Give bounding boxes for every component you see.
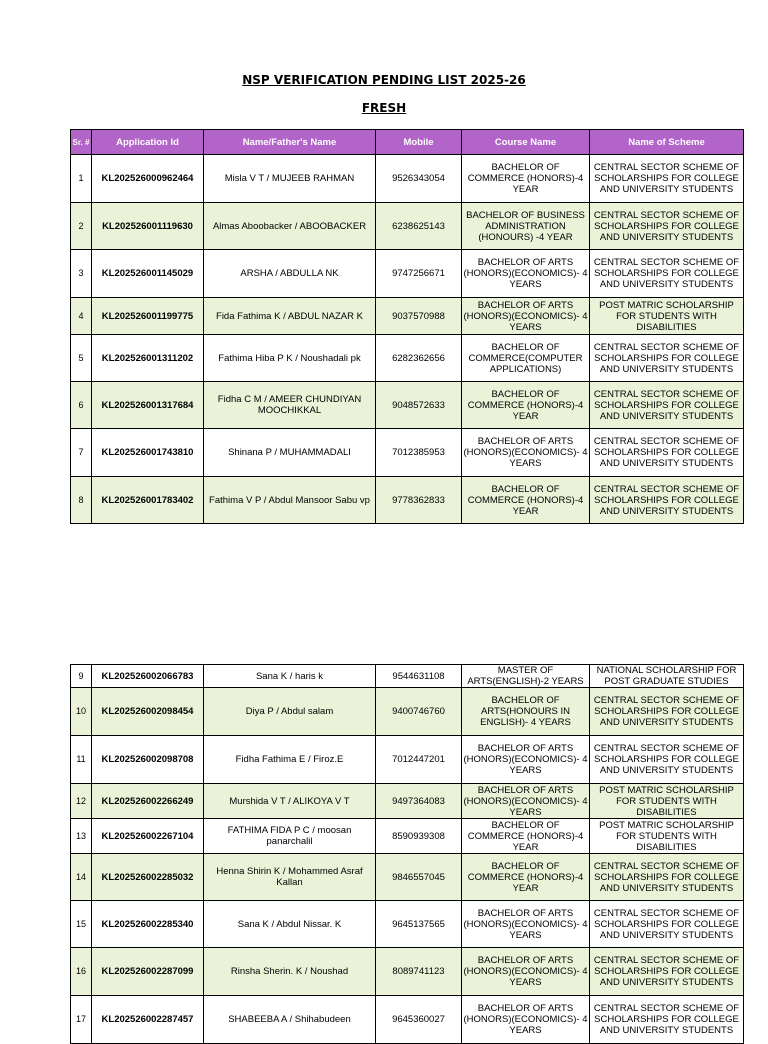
row-application-id: KL202526002066783	[92, 665, 204, 688]
row-name: Misla V T / MUJEEB RAHMAN	[204, 155, 376, 203]
row-scheme-name: CENTRAL SECTOR SCHEME OF SCHOLARSHIPS FOR COLLEGE AND UNIVERSITY STUDENTS	[590, 203, 744, 250]
row-course-name: BACHELOR OF COMMERCE (HONORS)-4 YEAR	[462, 477, 590, 524]
row-course-name: MASTER OF ARTS(ENGLISH)-2 YEARS	[462, 665, 590, 688]
row-scheme-name: CENTRAL SECTOR SCHEME OF SCHOLARSHIPS FOR COLLEGE AND UNIVERSITY STUDENTS	[590, 335, 744, 382]
row-application-id: KL202526002266249	[92, 784, 204, 819]
row-course-name: BACHELOR OF ARTS (HONORS)(ECONOMICS)- 4 YEARS	[462, 250, 590, 298]
row-sr-number: 6	[71, 382, 92, 429]
row-name: Shinana P / MUHAMMADALI	[204, 429, 376, 477]
pending-list-table-page2	[70, 664, 744, 1044]
row-application-id: KL202526002098708	[92, 736, 204, 784]
row-application-id: KL202526002098454	[92, 688, 204, 736]
row-scheme-name: POST MATRIC SCHOLARSHIP FOR STUDENTS WITH DISABILITIES	[590, 784, 744, 819]
row-sr-number: 12	[71, 784, 92, 819]
row-mobile: 9544631108	[376, 665, 462, 688]
row-sr-number: 2	[71, 203, 92, 250]
row-course-name: BACHELOR OF COMMERCE (HONORS)-4 YEAR	[462, 819, 590, 854]
row-mobile: 9497364083	[376, 784, 462, 819]
row-application-id: KL202526000962464	[92, 155, 204, 203]
header-scheme: Name of Scheme	[590, 130, 744, 155]
row-mobile: 9400746760	[376, 688, 462, 736]
row-sr-number: 4	[71, 298, 92, 335]
row-application-id: KL202526001743810	[92, 429, 204, 477]
row-scheme-name: POST MATRIC SCHOLARSHIP FOR STUDENTS WITH DISABILITIES	[590, 298, 744, 335]
table-row	[71, 736, 744, 784]
row-name: Henna Shirin K / Mohammed Asraf Kallan	[204, 854, 376, 901]
table-row	[71, 155, 744, 203]
row-scheme-name: NATIONAL SCHOLARSHIP FOR POST GRADUATE STUDIES	[590, 665, 744, 688]
row-mobile: 7012385953	[376, 429, 462, 477]
table-row	[71, 335, 744, 382]
row-mobile: 9645360027	[376, 996, 462, 1044]
row-course-name: BACHELOR OF ARTS (HONORS)(ECONOMICS)- 4 YEARS	[462, 736, 590, 784]
row-scheme-name: CENTRAL SECTOR SCHEME OF SCHOLARSHIPS FOR COLLEGE AND UNIVERSITY STUDENTS	[590, 854, 744, 901]
row-sr-number: 14	[71, 854, 92, 901]
header-course: Course Name	[462, 130, 590, 155]
row-course-name: BACHELOR OF COMMERCE (HONORS)-4 YEAR	[462, 382, 590, 429]
row-course-name: BACHELOR OF BUSINESS ADMINISTRATION (HONOURS) -4 YEAR	[462, 203, 590, 250]
row-sr-number: 15	[71, 901, 92, 948]
row-mobile: 8089741123	[376, 948, 462, 996]
row-application-id: KL202526001317684	[92, 382, 204, 429]
row-application-id: KL202526001119630	[92, 203, 204, 250]
row-course-name: BACHELOR OF ARTS (HONORS)(ECONOMICS)- 4 YEARS	[462, 901, 590, 948]
table-row	[71, 298, 744, 335]
row-mobile: 9747256671	[376, 250, 462, 298]
row-mobile: 9037570988	[376, 298, 462, 335]
page-subtitle: FRESH	[361, 101, 407, 115]
row-application-id: KL202526002285032	[92, 854, 204, 901]
row-name: Diya P / Abdul salam	[204, 688, 376, 736]
row-application-id: KL202526001199775	[92, 298, 204, 335]
row-name: Fathima Hiba P K / Noushadali pk	[204, 335, 376, 382]
row-scheme-name: CENTRAL SECTOR SCHEME OF SCHOLARSHIPS FOR COLLEGE AND UNIVERSITY STUDENTS	[590, 688, 744, 736]
header-application-id: Application Id	[92, 130, 204, 155]
row-mobile: 6282362656	[376, 335, 462, 382]
table-row	[71, 477, 744, 524]
row-name: ARSHA / ABDULLA NK	[204, 250, 376, 298]
header-mobile: Mobile	[376, 130, 462, 155]
row-application-id: KL202526001783402	[92, 477, 204, 524]
table-row	[71, 382, 744, 429]
row-application-id: KL202526002287099	[92, 948, 204, 996]
row-scheme-name: CENTRAL SECTOR SCHEME OF SCHOLARSHIPS FOR COLLEGE AND UNIVERSITY STUDENTS	[590, 382, 744, 429]
table-row	[71, 948, 744, 996]
row-sr-number: 10	[71, 688, 92, 736]
row-scheme-name: CENTRAL SECTOR SCHEME OF SCHOLARSHIPS FOR COLLEGE AND UNIVERSITY STUDENTS	[590, 996, 744, 1044]
header-sr: Sr. #	[71, 130, 92, 155]
row-application-id: KL202526002287457	[92, 996, 204, 1044]
table-header-row	[71, 130, 744, 155]
table-row	[71, 901, 744, 948]
row-scheme-name: CENTRAL SECTOR SCHEME OF SCHOLARSHIPS FOR COLLEGE AND UNIVERSITY STUDENTS	[590, 901, 744, 948]
row-name: Almas Aboobacker / ABOOBACKER	[204, 203, 376, 250]
row-name: Murshida V T / ALIKOYA V T	[204, 784, 376, 819]
row-mobile: 8590939308	[376, 819, 462, 854]
row-course-name: BACHELOR OF ARTS (HONORS)(ECONOMICS)- 4 YEARS	[463, 299, 588, 333]
row-sr-number: 5	[71, 335, 92, 382]
row-application-id: KL202526001145029	[92, 250, 204, 298]
row-mobile: 9526343054	[376, 155, 462, 203]
row-course-name: BACHELOR OF ARTS (HONORS)(ECONOMICS)- 4 YEARS	[462, 996, 590, 1044]
row-mobile: 6238625143	[376, 203, 462, 250]
row-sr-number: 17	[71, 996, 92, 1044]
row-mobile: 9048572633	[376, 382, 462, 429]
row-course-name: BACHELOR OF COMMERCE (HONORS)-4 YEAR	[462, 155, 590, 203]
row-scheme-name: CENTRAL SECTOR SCHEME OF SCHOLARSHIPS FOR COLLEGE AND UNIVERSITY STUDENTS	[590, 429, 744, 477]
row-sr-number: 7	[71, 429, 92, 477]
row-application-id: KL202526002267104	[92, 819, 204, 854]
row-scheme-name: CENTRAL SECTOR SCHEME OF SCHOLARSHIPS FOR COLLEGE AND UNIVERSITY STUDENTS	[590, 948, 744, 996]
row-scheme-name: CENTRAL SECTOR SCHEME OF SCHOLARSHIPS FOR COLLEGE AND UNIVERSITY STUDENTS	[590, 155, 744, 203]
row-application-id: KL202526001311202	[92, 335, 204, 382]
row-course-name: BACHELOR OF ARTS (HONORS)(ECONOMICS)- 4 YEARS	[462, 948, 590, 996]
row-name: Fidha Fathima E / Firoz.E	[204, 736, 376, 784]
row-mobile: 7012447201	[376, 736, 462, 784]
row-sr-number: 8	[71, 477, 92, 524]
row-course-name: BACHELOR OF COMMERCE (HONORS)-4 YEAR	[462, 854, 590, 901]
row-course-name: BACHELOR OF ARTS (HONORS)(ECONOMICS)- 4 YEARS	[462, 429, 590, 477]
row-name: Fathima V P / Abdul Mansoor Sabu vp	[204, 477, 376, 524]
table-row	[71, 250, 744, 298]
page-title: NSP VERIFICATION PENDING LIST 2025-26	[242, 73, 526, 87]
row-scheme-name: CENTRAL SECTOR SCHEME OF SCHOLARSHIPS FOR COLLEGE AND UNIVERSITY STUDENTS	[590, 477, 744, 524]
row-scheme-name: POST MATRIC SCHOLARSHIP FOR STUDENTS WITH DISABILITIES	[590, 819, 744, 854]
row-sr-number: 16	[71, 948, 92, 996]
row-sr-number: 9	[71, 665, 92, 688]
table-row	[71, 819, 744, 854]
table-row	[71, 688, 744, 736]
header-name: Name/Father's Name	[204, 130, 376, 155]
table-row	[71, 854, 744, 901]
row-sr-number: 1	[71, 155, 92, 203]
row-scheme-name: CENTRAL SECTOR SCHEME OF SCHOLARSHIPS FOR COLLEGE AND UNIVERSITY STUDENTS	[590, 250, 744, 298]
row-mobile: 9846557045	[376, 854, 462, 901]
row-course-name: BACHELOR OF COMMERCE(COMPUTER APPLICATIONS)	[462, 335, 590, 382]
table-row	[71, 429, 744, 477]
row-name: Sana K / Abdul Nissar. K	[204, 901, 376, 948]
row-name: FATHIMA FIDA P C / moosan panarchalil	[204, 819, 376, 854]
table-row	[71, 784, 744, 819]
table-row	[71, 996, 744, 1044]
pending-list-table-page1	[70, 129, 744, 524]
row-name: Rinsha Sherin. K / Noushad	[204, 948, 376, 996]
row-name: Sana K / haris k	[204, 665, 376, 688]
row-course-name: BACHELOR OF ARTS (HONORS)(ECONOMICS)- 4 YEARS	[463, 784, 588, 818]
row-sr-number: 11	[71, 736, 92, 784]
table-row	[71, 203, 744, 250]
row-name: Fidha C M / AMEER CHUNDIYAN MOOCHIKKAL	[204, 382, 376, 429]
row-course-name: BACHELOR OF ARTS(HONOURS IN ENGLISH)- 4 YEARS	[462, 688, 590, 736]
row-scheme-name: CENTRAL SECTOR SCHEME OF SCHOLARSHIPS FOR COLLEGE AND UNIVERSITY STUDENTS	[590, 736, 744, 784]
row-mobile: 9645137565	[376, 901, 462, 948]
row-name: Fida Fathima K / ABDUL NAZAR K	[204, 298, 376, 335]
row-sr-number: 3	[71, 250, 92, 298]
row-mobile: 9778362833	[376, 477, 462, 524]
row-name: SHABEEBA A / Shihabudeen	[204, 996, 376, 1044]
table-row	[71, 665, 744, 688]
row-sr-number: 13	[71, 819, 92, 854]
row-application-id: KL202526002285340	[92, 901, 204, 948]
